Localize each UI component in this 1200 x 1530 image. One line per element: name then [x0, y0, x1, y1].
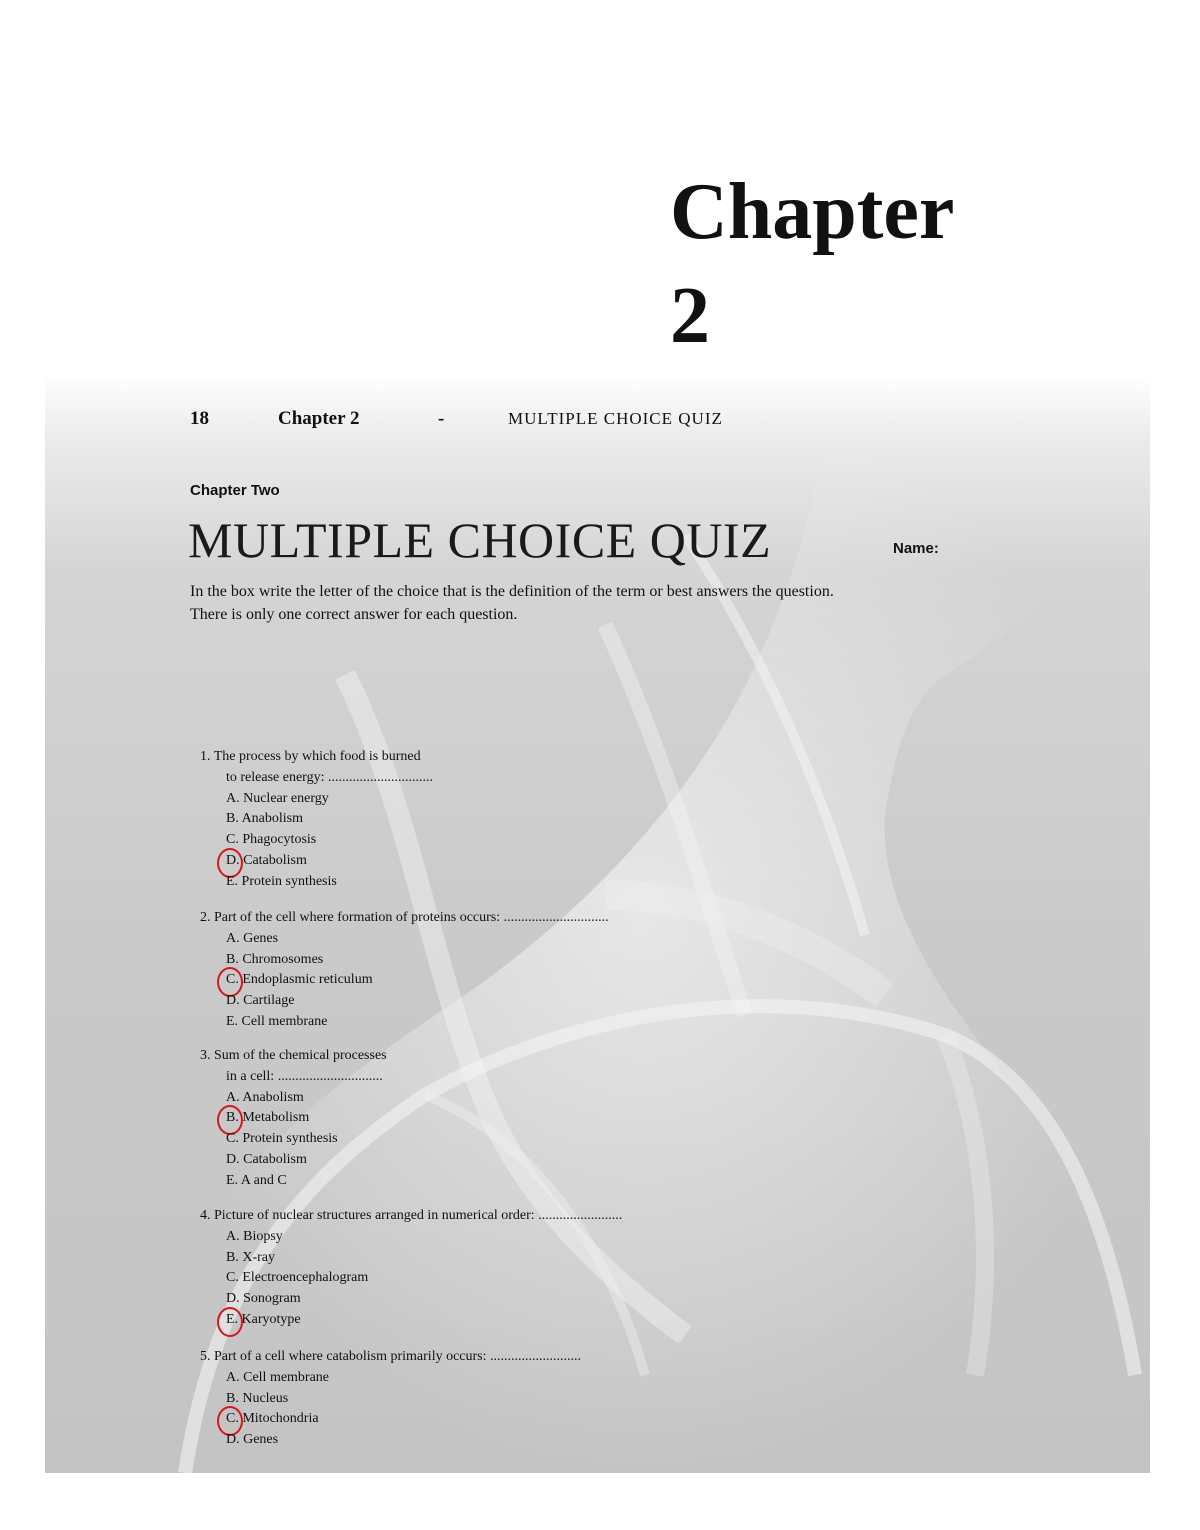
question-5	[200, 1347, 581, 1451]
question-stem-line: in a cell: ..............................	[226, 1068, 383, 1084]
answer-option: E. A and C	[226, 1172, 287, 1188]
question-1	[200, 747, 433, 893]
answer-options	[200, 1088, 387, 1192]
name-label: Name:	[893, 540, 939, 557]
question-2	[200, 908, 609, 1033]
answer-option: D. Cartilage	[226, 993, 295, 1009]
question-4	[200, 1206, 622, 1331]
instructions-line: There is only one correct answer for each question.	[190, 606, 518, 623]
question-stem-line: 4. Picture of nuclear structures arranged in numerical order: ........................	[200, 1208, 623, 1223]
answer-option: A. Nuclear energy	[226, 790, 329, 806]
running-header-chapter: Chapter 2	[278, 408, 360, 429]
answer-option: B. Chromosomes	[226, 951, 324, 967]
running-header-title: MULTIPLE CHOICE QUIZ	[508, 409, 723, 428]
question-stem-line: 2. Part of the cell where formation of proteins occurs: ..............................	[200, 910, 609, 925]
answer-option: C. Protein synthesis	[226, 1131, 338, 1147]
section-kicker: Chapter Two	[190, 482, 280, 499]
answer-option: A. Anabolism	[226, 1089, 304, 1105]
answer-option: A. Biopsy	[226, 1228, 283, 1244]
answer-option: A. Cell membrane	[226, 1369, 330, 1385]
question-3	[200, 1046, 387, 1192]
answer-option: C. Phagocytosis	[226, 832, 317, 848]
instructions	[190, 580, 990, 626]
answer-option-circled: C. Endoplasmic reticulum	[226, 970, 609, 991]
answer-option-circled: B. Metabolism	[226, 1108, 387, 1129]
question-stem-line: 1. The process by which food is burned	[200, 749, 421, 764]
answer-option-circled: C. Mitochondria	[226, 1409, 581, 1430]
answer-options	[200, 1368, 581, 1451]
answer-option: B. Nucleus	[226, 1390, 289, 1406]
question-stem	[200, 1206, 622, 1227]
running-header	[190, 408, 723, 436]
question-stem	[200, 747, 433, 789]
answer-option: C. Electroencephalogram	[226, 1270, 369, 1286]
question-stem	[200, 908, 609, 929]
question-stem-line: to release energy: ..............................	[226, 769, 433, 785]
question-stem	[200, 1347, 581, 1368]
answer-option: B. X-ray	[226, 1249, 275, 1265]
chapter-heading-word: Chapter	[670, 168, 955, 256]
page-number: 18	[190, 408, 209, 429]
answer-option: B. Anabolism	[226, 811, 304, 827]
instructions-line: In the box write the letter of the choice that is the definition of the term or best answers the question.	[190, 583, 834, 600]
answer-option-circled: E. Karyotype	[226, 1310, 622, 1331]
answer-option: D. Genes	[226, 1432, 279, 1448]
answer-options	[200, 1227, 622, 1331]
answer-option: D. Sonogram	[226, 1291, 301, 1307]
answer-option: D. Catabolism	[226, 1151, 307, 1167]
quiz-title: MULTIPLE CHOICE QUIZ	[188, 512, 772, 568]
answer-option: A. Genes	[226, 930, 279, 946]
answer-options	[200, 789, 433, 893]
question-stem-line: 3. Sum of the chemical processes	[200, 1048, 387, 1063]
answer-options	[200, 929, 609, 1033]
question-stem	[200, 1046, 387, 1088]
chapter-heading	[670, 160, 954, 368]
answer-option-circled: D. Catabolism	[226, 851, 433, 872]
answer-option: E. Cell membrane	[226, 1013, 328, 1029]
question-stem-line: 5. Part of a cell where catabolism primarily occurs: ..........................	[200, 1349, 582, 1364]
chapter-heading-number: 2	[670, 272, 710, 360]
answer-option: E. Protein synthesis	[226, 873, 337, 889]
running-header-separator: -	[438, 408, 445, 429]
